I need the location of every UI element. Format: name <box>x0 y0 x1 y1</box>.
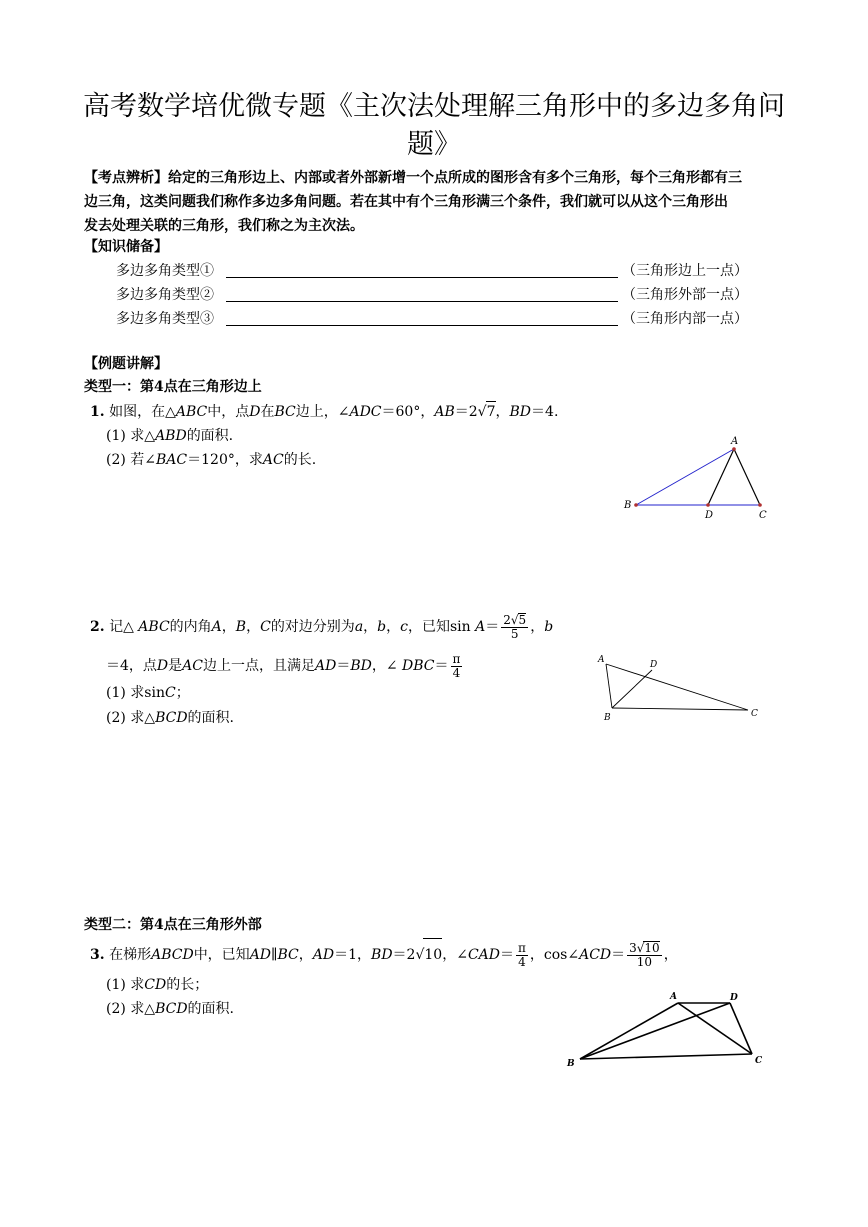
sqrt-radicand: 10 <box>644 941 660 955</box>
fraction-pi-4 <box>451 653 463 680</box>
q-t: (2) 求△ <box>106 1001 156 1017</box>
q-t: BAC <box>156 452 188 468</box>
p2-t: ＝ <box>485 619 500 635</box>
problem-3-question-2 <box>106 999 234 1019</box>
frac-num: π <box>452 651 461 666</box>
p1-t: 如图，在△ <box>109 404 176 420</box>
point-a <box>732 447 736 451</box>
point-d <box>706 503 710 507</box>
analysis-line-2: 边三角，这类问题我们称作多边多角问题。若在其中有个三角形满三个条件，我们就可以从这个三角形出 <box>84 194 728 210</box>
prep-label-2: 多边多角类型② <box>116 287 214 303</box>
p2-t: b <box>544 619 554 635</box>
p2-t: 的内角 <box>169 619 212 635</box>
p2-t: A <box>211 619 222 635</box>
p2-t: ＝4，点 <box>106 658 157 674</box>
frac-num: π <box>518 940 526 955</box>
analysis-section <box>84 166 796 238</box>
p2-t: 记△ <box>109 619 139 635</box>
label-c: C <box>751 709 758 719</box>
prep-label-3: 多边多角类型③ <box>116 311 214 327</box>
p1-t: ABC <box>175 404 208 420</box>
p3-t: ，cos∠ <box>529 947 580 963</box>
problem-2-number: 2. <box>90 619 105 635</box>
analysis-line-1 <box>84 166 796 190</box>
p2-t: C <box>260 619 271 635</box>
p3-t: BC <box>277 947 299 963</box>
p2-t: 的对边分别为 <box>270 619 355 635</box>
q-t: 的面积. <box>187 710 234 726</box>
p3-t: ，∠ <box>442 947 468 963</box>
label-a: A <box>598 655 605 665</box>
p2-t: b <box>377 619 387 635</box>
p2-t: ，∠ <box>371 658 403 674</box>
prep-row-1 <box>116 260 748 282</box>
label-a: A <box>731 436 739 447</box>
p3-t: ＝ <box>611 947 626 963</box>
q-t: C <box>164 685 176 701</box>
q-t: (2) 若∠ <box>106 452 157 468</box>
seg-ab <box>636 449 734 505</box>
type2-heading: 类型二：第4点在三角形外部 <box>84 917 262 933</box>
point-b <box>634 503 638 507</box>
p2-t: ， <box>530 619 545 635</box>
p1-t: 中，点 <box>207 404 250 420</box>
p2-t: A <box>475 619 486 635</box>
frac-num: 3 <box>629 941 637 955</box>
p2-t: ， <box>386 619 401 635</box>
p2-t: ， <box>221 619 236 635</box>
prep-note-1: （三角形边上一点） <box>622 263 748 279</box>
p3-t: 在梯形 <box>109 947 152 963</box>
q-t: BCD <box>155 1001 188 1017</box>
frac-den: 4 <box>452 665 461 680</box>
q-t: ABD <box>155 428 187 444</box>
frac-num: 2 <box>503 613 511 627</box>
label-d: D <box>650 660 658 670</box>
q-t: ； <box>175 685 190 701</box>
q-t: (1) 求 <box>106 977 145 993</box>
q-t: AC <box>262 452 284 468</box>
sqrt-radicand: 7 <box>486 401 496 422</box>
p1-t: BC <box>274 404 296 420</box>
p3-t: ACD <box>579 947 612 963</box>
analysis-line-3: 发去处理关联的三角形，我们称之为主次法。 <box>84 218 364 234</box>
analysis-heading: 【考点辨析】 <box>84 170 168 186</box>
p1-t: ＝60°， <box>381 404 435 420</box>
fraction-pi-4 <box>516 942 528 969</box>
q-t: (1) 求△ <box>106 428 156 444</box>
problem-2-question-1 <box>106 683 190 703</box>
seg-ac <box>734 449 760 505</box>
seg-ab <box>606 664 612 708</box>
p2-t: 边上一点，且满足 <box>202 658 315 674</box>
figure-2-triangle <box>590 650 770 726</box>
p2-t: 是 <box>168 658 183 674</box>
label-a: A <box>670 992 677 1002</box>
label-d: D <box>705 510 714 521</box>
problem-2-stem <box>90 611 553 643</box>
p3-t: AD <box>249 947 272 963</box>
p3-t: ＝ <box>500 947 514 963</box>
q-t: 的面积. <box>187 1001 234 1017</box>
p1-t: 边上，∠ <box>295 404 350 420</box>
label-b: B <box>604 713 611 723</box>
p1-t: ADC <box>349 404 382 420</box>
p2-t: ＝ <box>434 658 449 674</box>
prep-heading: 【知识储备】 <box>84 239 168 255</box>
problem-3-stem: 3. 在梯形ABCD中，已知AD∥BC，AD＝1，BD＝2√10，∠CAD＝ $\frac{\pi}{4}$ ，cos∠ACD＝ $\frac{3√10}{10}$ ， <box>90 938 678 971</box>
p1-t: AB <box>434 404 455 420</box>
seg-ab <box>580 1003 678 1059</box>
figure-1-triangle <box>616 434 786 526</box>
q-t: 的长； <box>166 977 209 993</box>
p2-t: c <box>400 619 408 635</box>
p1-t: ＝4. <box>531 404 559 420</box>
fraction-sin-a: $\frac{2√5}{5}$ <box>503 613 527 641</box>
fill-blank-1[interactable] <box>226 277 618 278</box>
seg-bc <box>612 708 748 710</box>
prep-label-1: 多边多角类型① <box>116 263 214 279</box>
problem-1-number: 1. <box>90 404 105 420</box>
p3-t: ABCD <box>151 947 194 963</box>
prep-row-3 <box>116 308 748 330</box>
p2-t: ＝ <box>336 658 351 674</box>
p3-t: 中，已知 <box>193 947 250 963</box>
label-b: B <box>624 500 632 511</box>
p1-t: ， <box>495 404 510 420</box>
q-t: BCD <box>155 710 188 726</box>
p2-t: ， <box>363 619 378 635</box>
p1-t: BD <box>509 404 532 420</box>
problem-1-question-1 <box>106 426 233 446</box>
frac-den: 4 <box>518 954 526 969</box>
examples-heading: 【例题讲解】 <box>84 356 168 372</box>
p2-t: ， <box>246 619 261 635</box>
p2-t: B <box>235 619 247 635</box>
p3-t: ， <box>298 947 313 963</box>
problem-3-question-1 <box>106 975 208 995</box>
p2-t: BD <box>350 658 372 674</box>
seg-bc <box>580 1054 752 1059</box>
p2-t: AC <box>182 658 203 674</box>
p2-t: D <box>156 658 169 674</box>
label-d: D <box>730 993 738 1003</box>
fill-blank-2[interactable] <box>226 301 618 302</box>
p3-t: AD <box>312 947 335 963</box>
sqrt-radicand: 10 <box>423 938 442 971</box>
problem-1-stem: 1. 如图，在△ABC中，点D在BC边上，∠ADC＝60°，AB＝2√7，BD＝4. <box>90 401 558 422</box>
q-t: (2) 求△ <box>106 710 156 726</box>
p2-t: ，已知sin <box>407 619 476 635</box>
frac-den: 10 <box>636 955 653 969</box>
page-title: 高考数学培优微专题《主次法处理解三角形中的多边多角问 <box>83 91 785 122</box>
q-t: (1) 求sin <box>106 685 165 701</box>
p2-t: AD <box>314 658 337 674</box>
p3-t: BD <box>371 947 393 963</box>
label-c: C <box>755 1056 763 1066</box>
seg-bd <box>612 670 652 708</box>
seg-ad <box>708 449 734 505</box>
p1-t: D <box>249 404 261 420</box>
problem-2-question-2 <box>106 708 234 728</box>
type1-heading: 类型一：第4点在三角形边上 <box>84 379 262 395</box>
p2-t: a <box>354 619 364 635</box>
q-t: 的面积. <box>186 428 234 444</box>
q-t: 的长. <box>283 452 317 468</box>
p3-t: ＝1， <box>334 947 372 963</box>
label-c: C <box>759 510 767 521</box>
problem-3-number: 3. <box>90 947 105 963</box>
p3-t: ， <box>663 947 678 963</box>
q-t: ＝120°，求 <box>187 452 263 468</box>
sqrt-radicand: 5 <box>518 613 527 627</box>
p2-t: ABC <box>138 619 170 635</box>
problem-1-question-2 <box>106 450 316 470</box>
p3-t: ∥ <box>271 947 278 963</box>
p3-t: ＝2 <box>392 947 416 963</box>
frac-den: 5 <box>510 627 519 641</box>
p2-t: DBC <box>402 658 435 674</box>
prep-note-2: （三角形外部一点） <box>622 287 748 303</box>
problem-2-stem-cont <box>106 650 464 682</box>
fraction-cos: $\frac{3√10}{10}$ <box>629 941 660 969</box>
p1-t: ＝2 <box>454 404 478 420</box>
analysis-text-1: 给定的三角形边上、内部或者外部新增一个点所成的图形含有多个三角形，每个三角形都有三 <box>168 170 742 186</box>
prep-row-2 <box>116 284 748 306</box>
figure-3-trapezoid <box>560 988 775 1070</box>
page-title-cont: 题》 <box>407 129 461 160</box>
p3-t: CAD <box>467 947 500 963</box>
p1-t: 在 <box>260 404 275 420</box>
seg-ac <box>606 664 748 710</box>
point-c <box>758 503 762 507</box>
fill-blank-3[interactable] <box>226 325 618 326</box>
prep-note-3: （三角形内部一点） <box>622 311 748 327</box>
label-b: B <box>567 1059 575 1069</box>
seg-bd <box>580 1003 730 1059</box>
q-t: CD <box>144 977 167 993</box>
